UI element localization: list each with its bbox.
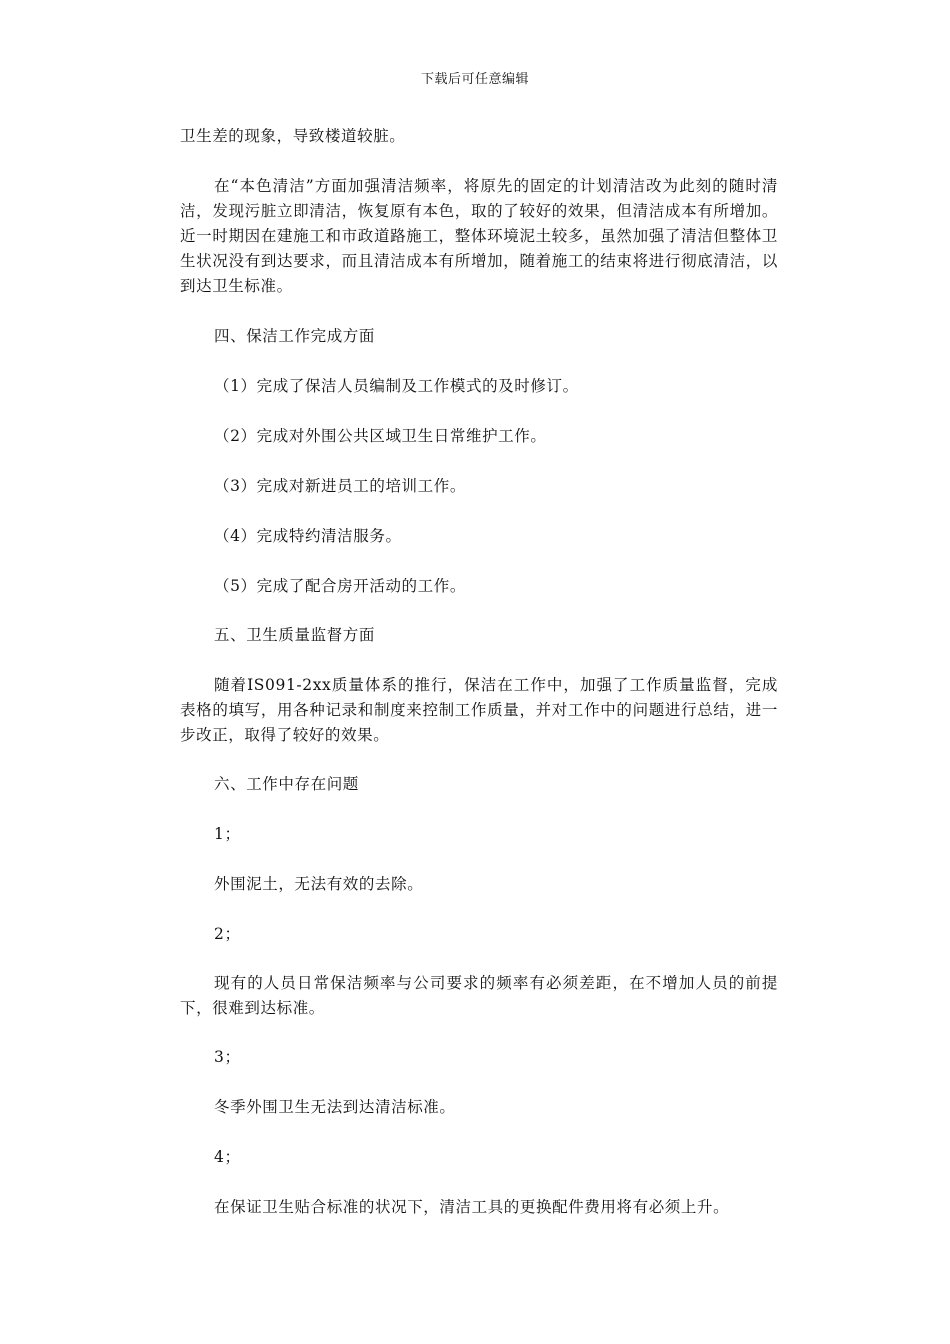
paragraph-continuation: 卫生差的现象，导致楼道较脏。 <box>180 127 406 145</box>
list-item: （5）完成了配合房开活动的工作。 <box>214 577 466 595</box>
section-heading-4: 四、保洁工作完成方面 <box>214 327 376 345</box>
list-item: （3）完成对新进员工的培训工作。 <box>214 477 466 495</box>
issue-text: 现有的人员日常保洁频率与公司要求的频率有必须差距，在不增加人员的前提下，很难到达标准。 <box>180 974 778 1017</box>
paragraph-clean-frequency: 在“本色清洁”方面加强清洁频率，将原先的固定的计划清洁改为此刻的随时清洁，发现污脏立即清洁，恢复原有本色，取的了较好的效果，但清洁成本有所增加。近一时期因在建施工和市政道路施工，整体环境泥土较多，虽然加强了清洁但整体卫生状况没有到达要求，而且清洁成本有所增加，随着施工的结束将进行彻底清洁，以到达卫生标准。 <box>180 177 778 295</box>
list-item: （1）完成了保洁人员编制及工作模式的及时修订。 <box>214 377 579 395</box>
page-header: 下载后可任意编辑 <box>420 72 529 87</box>
list-item: （2）完成对外围公共区域卫生日常维护工作。 <box>214 427 547 445</box>
issue-number: 4； <box>214 1148 241 1166</box>
issue-number: 2； <box>214 925 241 943</box>
issue-number: 3； <box>214 1048 241 1066</box>
section-heading-6: 六、工作中存在问题 <box>214 775 359 793</box>
paragraph-quality-supervision: 随着IS091-2xx质量体系的推行，保洁在工作中，加强了工作质量监督，完成表格的填写，用各种记录和制度来控制工作质量，并对工作中的问题进行总结，进一步改正，取得了较好的效果。 <box>180 676 778 744</box>
issue-text: 在保证卫生贴合标准的状况下，清洁工具的更换配件费用将有必须上升。 <box>214 1198 730 1216</box>
issue-text: 冬季外围卫生无法到达清洁标准。 <box>214 1098 456 1116</box>
issue-number: 1； <box>214 825 241 843</box>
list-item: （4）完成特约清洁服务。 <box>214 527 402 545</box>
issue-text: 外围泥土，无法有效的去除。 <box>214 875 424 893</box>
section-heading-5: 五、卫生质量监督方面 <box>214 626 376 644</box>
